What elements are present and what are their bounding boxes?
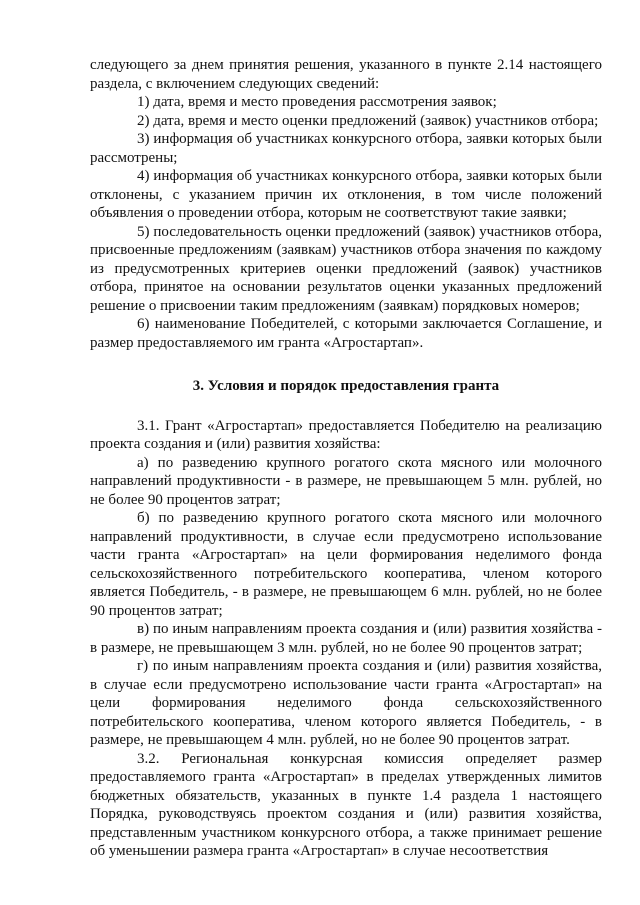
clause-3-1-intro: 3.1. Грант «Агростартап» предоставляется Победителю на реализацию проекта создания и (или) развития хозяйства: — [90, 417, 602, 452]
clause-3-1-c: в) по иным направлениям проекта создания и (или) развития хозяйства - в размере, не превышающем 3 млн. рублей, но не более 90 процентов затрат; — [90, 621, 602, 656]
clause-3-1-a: а) по разведению крупного рогатого скота мясного или молочного направлений продуктивности - в размере, не превышающем 5 млн. рублей, но не более 90 процентов затрат; — [90, 454, 602, 508]
clause-3-2: 3.2. Региональная конкурсная комиссия определяет размер предоставляемого гранта «Агростартап» в пределах утвержденных лимитов бюджетных обязательств, указанных в пункте 1.4 раздела 1 настоящего Порядка, руководствуясь проектом создания и (или) развития хозяйства, представленным участником конкурсного отбора, а также принимает решение об уменьшении размера гранта «Агростартап» в случае несоответствия — [90, 750, 602, 859]
document-page — [90, 56, 602, 861]
list-item-3: 3) информация об участниках конкурсного отбора, заявки которых были рассмотрены; — [90, 131, 602, 166]
intro-paragraph: следующего за днем принятия решения, указанного в пункте 2.14 настоящего раздела, с включением следующих сведений: — [90, 57, 602, 92]
list-item-5: 5) последовательность оценки предложений (заявок) участников отбора, присвоенные предложениям (заявкам) участников отбора значения по каждому из предусмотренных критериев оценки предложений (заявок) участников отбора, принятое на основании результатов оценки указанных предложений решение о присвоении таким предложениям (заявкам) порядковых номеров; — [90, 223, 602, 314]
clause-3-1-b: б) по разведению крупного рогатого скота мясного или молочного направлений продуктивности, в случае если предусмотрено использование части гранта «Агростартап» на цели формирования неделимого фонда сельскохозяйственного потребительского кооператива, членом которого является Победитель, - в размере, не превышающем 6 млн. рублей, но не более 90 процентов затрат; — [90, 510, 602, 619]
list-item-2: 2) дата, время и место оценки предложений (заявок) участников отбора; — [137, 112, 599, 129]
list-item-6: 6) наименование Победителей, с которыми заключается Соглашение, и размер предоставляемого им гранта «Агростартап». — [90, 316, 602, 351]
list-item-1: 1) дата, время и место проведения рассмотрения заявок; — [137, 94, 497, 110]
clause-3-1-d: г) по иным направлениям проекта создания и (или) развития хозяйства, в случае если предусмотрено использование части гранта «Агростартап» на цели формирования неделимого фонда сельскохозяйственного потребительского кооператива, членом которого является Победитель, - в размере, не превышающем 4 млн. рублей, но не более 90 процентов затрат. — [90, 658, 602, 748]
section-heading: 3. Условия и порядок предоставления гранта — [192, 378, 500, 394]
list-item-4: 4) информация об участниках конкурсного отбора, заявки которых были отклонены, с указанием причин их отклонения, в том числе положений объявления о проведении отбора, которым не соответствуют такие заявки; — [90, 168, 602, 221]
